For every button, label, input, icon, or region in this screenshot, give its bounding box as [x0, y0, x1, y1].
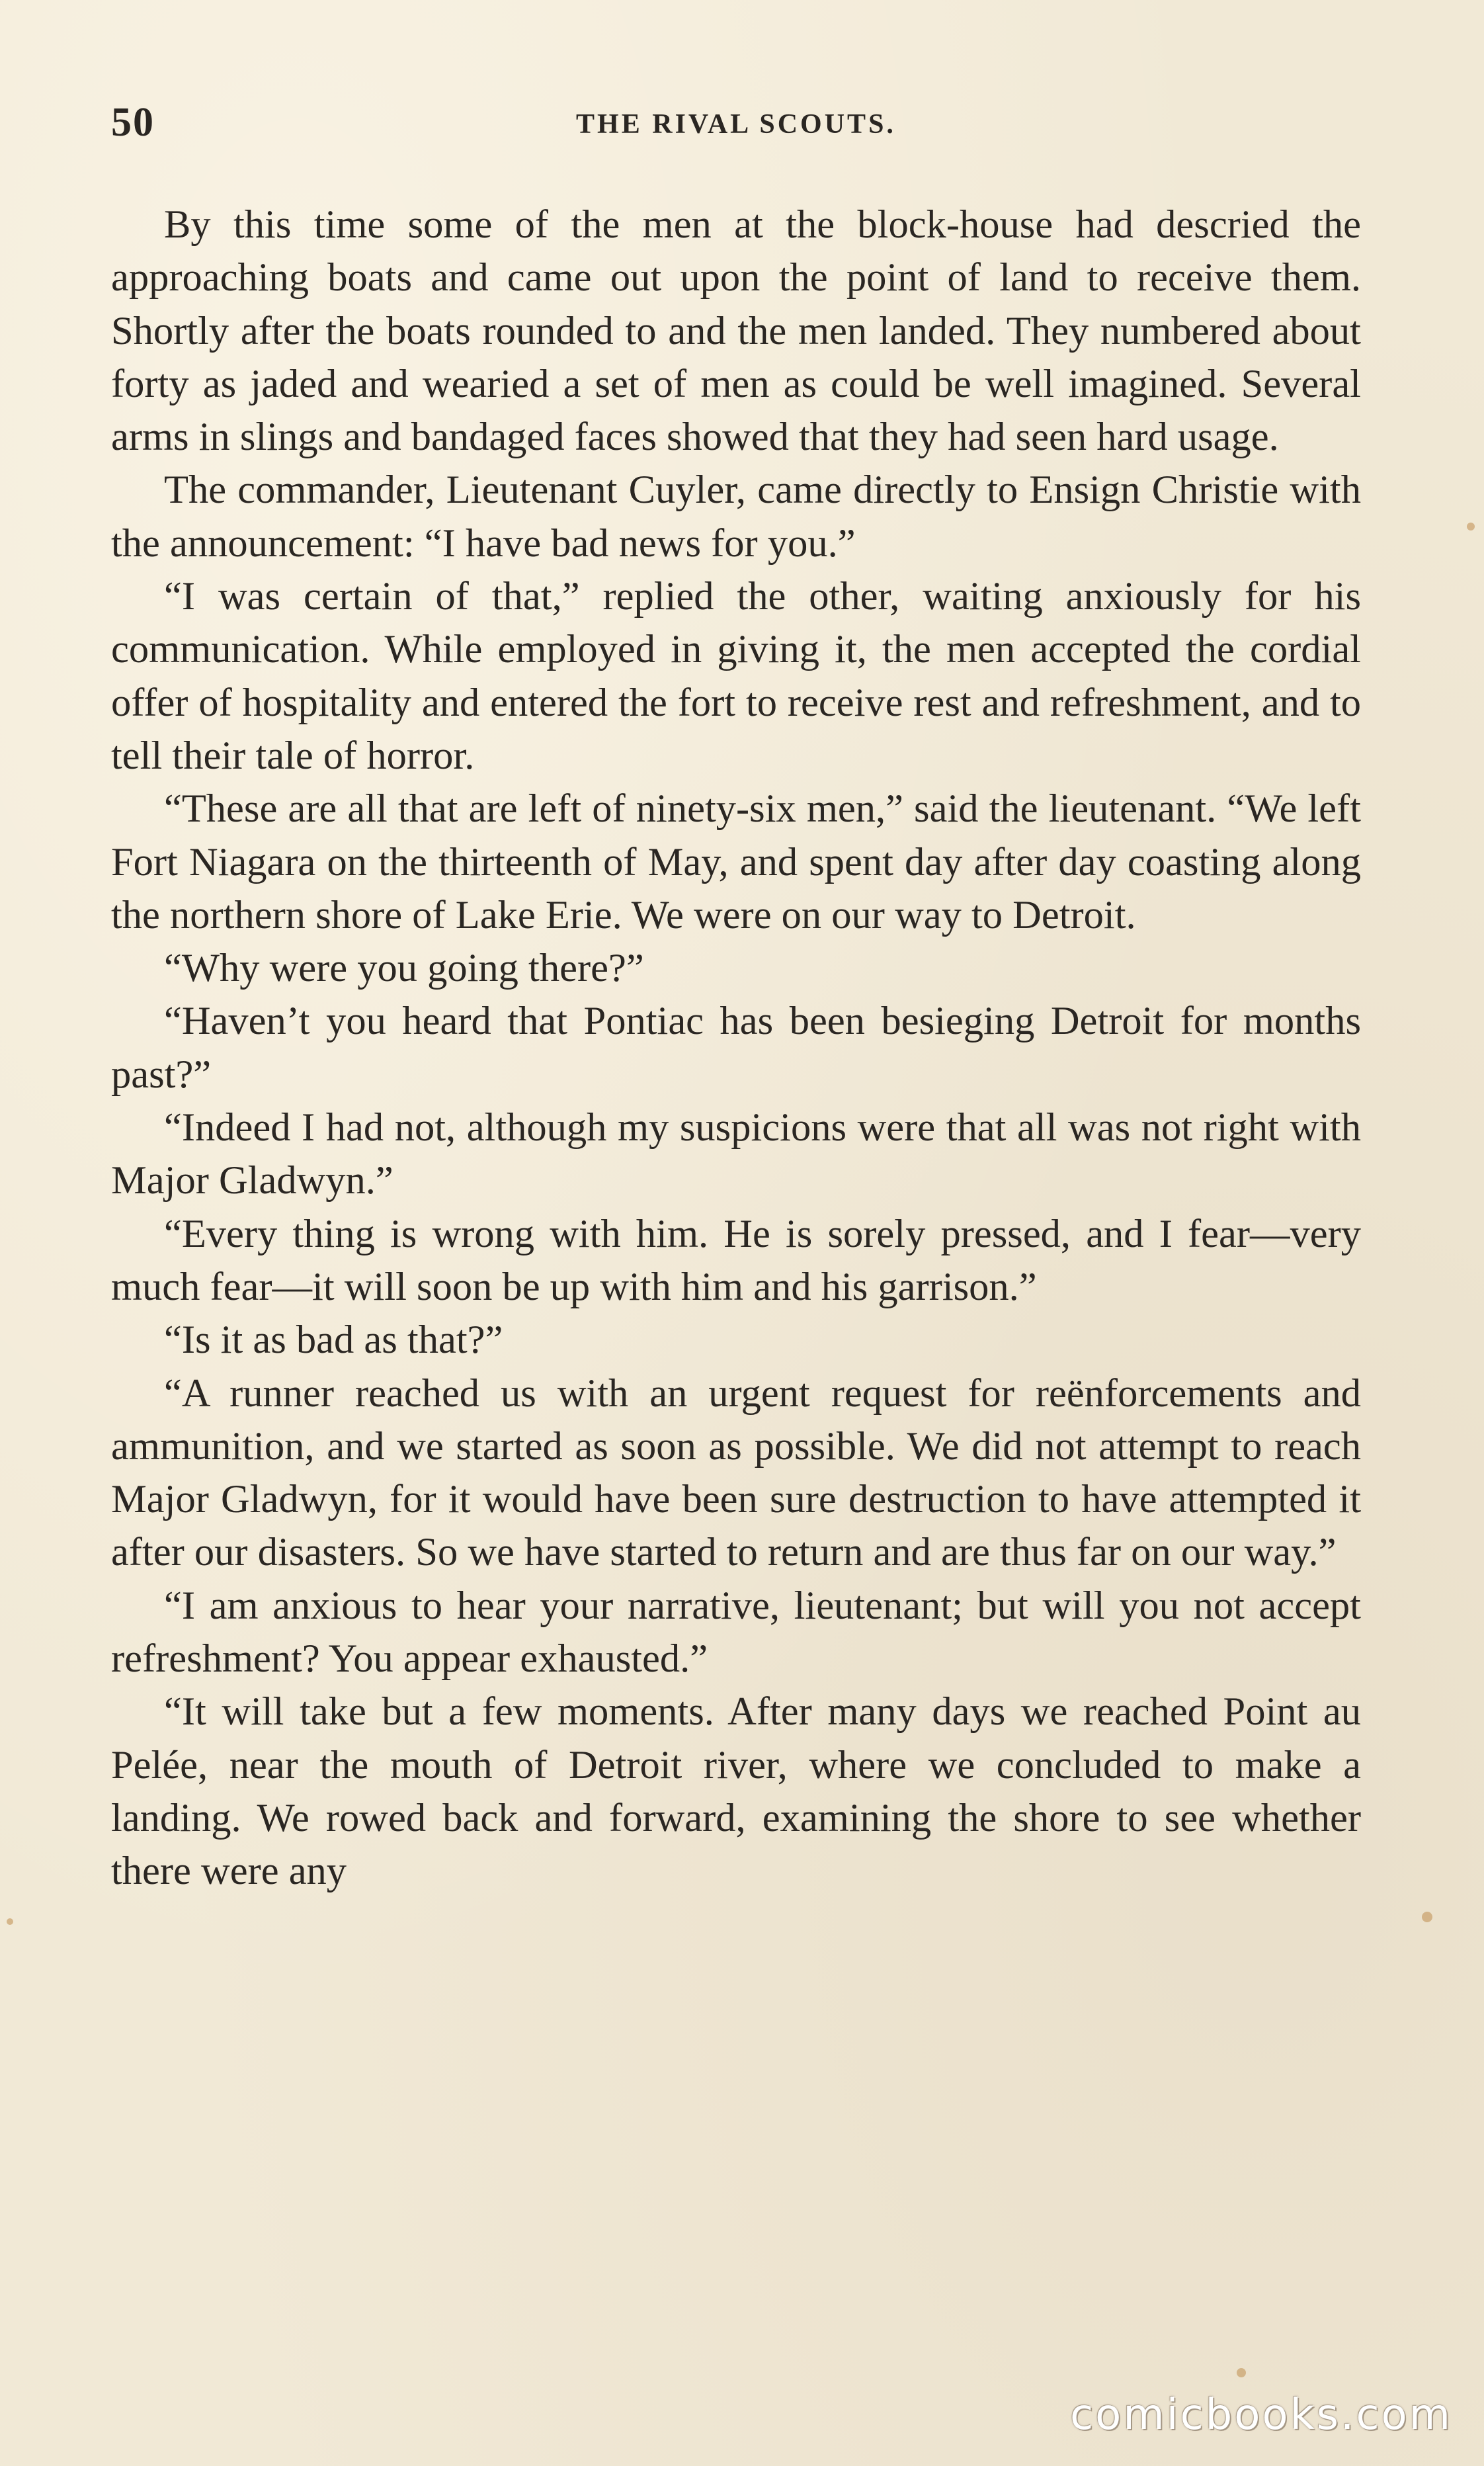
- paragraph: “I am anxious to hear your narrative, lieutenant; but will you not accept refreshment? You appear exhausted.”: [111, 1583, 1361, 1681]
- paper-speck: [1467, 523, 1475, 531]
- paragraph: “Every thing is wrong with him. He is sorely pressed, and I fear—very much fear—it will soon be up with him and his garrison.”: [111, 1211, 1361, 1309]
- paragraph: “Why were you going there?”: [164, 946, 644, 991]
- paragraph: By this time some of the men at the block-house had descried the approaching boats and came out upon the point of land to receive them. Shortly after the boats rounded to and the men landed. They numbered about forty as jaded and wearied a set of men as could be well imagined. Several arms in slings and bandaged faces showed that they had seen hard usage.: [111, 202, 1361, 460]
- paper-speck: [1237, 2368, 1246, 2377]
- page-header: [111, 99, 1361, 159]
- paragraph: “It will take but a few moments. After many days we reached Point au Pelée, near the mouth of Detroit river, where we concluded to make a landing. We rowed back and forward, examining the shore to see whether there were any: [111, 1689, 1361, 1894]
- paragraph: “Haven’t you heard that Pontiac has been besieging Detroit for months past?”: [111, 999, 1361, 1097]
- paper-speck: [7, 1918, 13, 1925]
- paragraph: The commander, Lieutenant Cuyler, came directly to Ensign Christie with the announcement: “I have bad news for you.”: [111, 468, 1361, 566]
- paragraph: “Is it as bad as that?”: [164, 1318, 503, 1363]
- paragraph: “I was certain of that,” replied the other, waiting anxiously for his communication. While employed in giving it, the men accepted the cordial offer of hospitality and entered the fort to receive rest and refreshment, and to tell their tale of horror.: [111, 574, 1361, 778]
- body-text: [111, 198, 1361, 1898]
- paragraph: “Indeed I had not, although my suspicions were that all was not right with Major Gladwyn.”: [111, 1105, 1361, 1203]
- running-head: THE RIVAL SCOUTS.: [576, 109, 896, 140]
- watermark: comicbooks.com: [1069, 2391, 1452, 2440]
- paragraph: “A runner reached us with an urgent request for reënforcements and ammunition, and we started as soon as possible. We did not attempt to reach Major Gladwyn, for it would have been sure destruction to have attempted it after our disasters. So we have started to return and are thus far on our way.”: [111, 1371, 1361, 1575]
- page-number: 50: [111, 100, 155, 145]
- paragraph: “These are all that are left of ninety-six men,” said the lieutenant. “We left Fort Niagara on the thirteenth of May, and spent day after day coasting along the northern shore of Lake Erie. We were on our way to Detroit.: [111, 787, 1361, 937]
- paper-speck: [1422, 1912, 1432, 1922]
